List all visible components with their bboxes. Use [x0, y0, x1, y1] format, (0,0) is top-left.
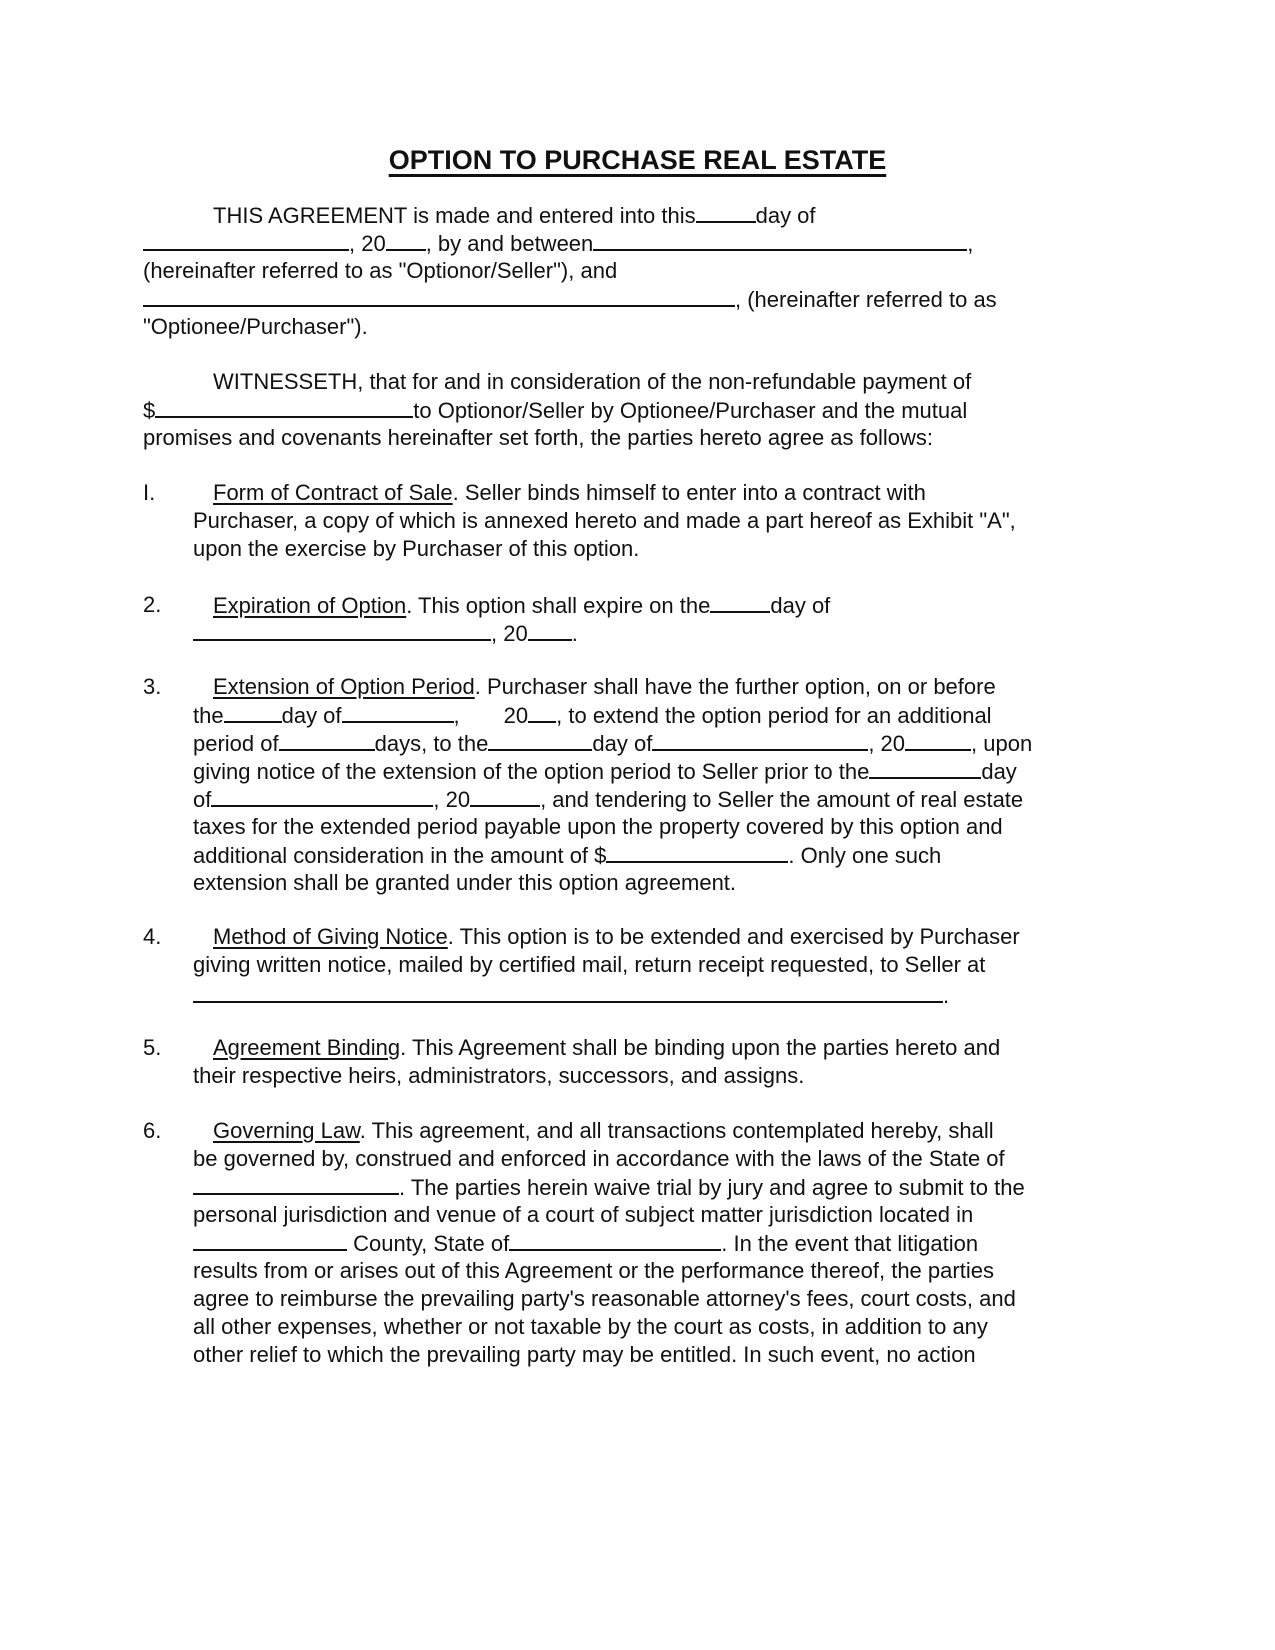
section-3-line-3: period of days, to the day of , 20 , upon: [193, 731, 1033, 756]
document-title: OPTION TO PURCHASE REAL ESTATE: [388, 145, 887, 175]
section-2-line-1: Expiration of Option. This option shall expire on the day of: [213, 593, 831, 618]
purchaser-name-blank[interactable]: [143, 285, 735, 307]
section-6-line-5: County, State of . In the event that litigation: [193, 1229, 978, 1258]
venue-state-blank[interactable]: [509, 1229, 721, 1251]
section-6-line-4: personal jurisdiction and venue of a court of subject matter jurisdiction located in: [193, 1202, 974, 1227]
ext-notice-day-blank[interactable]: [224, 701, 282, 723]
day-blank[interactable]: [696, 201, 756, 223]
ext-prior-year-blank[interactable]: [470, 785, 540, 807]
witnesseth-line-1: WITNESSETH, that for and in consideration of the non-refundable payment of: [213, 369, 972, 394]
payment-amount-blank[interactable]: [155, 396, 413, 418]
section-6-number: 6.: [143, 1118, 162, 1143]
section-2-number: 2.: [143, 592, 162, 617]
section-3-line-7: additional consideration in the amount of $ . Only one such: [193, 843, 942, 868]
section-4-line-2: giving written notice, mailed by certified mail, return receipt requested, to Seller at: [193, 952, 986, 977]
governing-state-blank[interactable]: [193, 1173, 399, 1195]
section-6-heading: Governing Law: [213, 1118, 360, 1143]
intro-line-3: (hereinafter referred to as "Optionor/Seller"), and: [143, 258, 618, 283]
ext-until-month-blank[interactable]: [652, 729, 868, 751]
ext-until-day-blank[interactable]: [488, 729, 592, 751]
section-3-line-5: of , 20 , and tendering to Seller the amount of real estate: [193, 787, 1024, 812]
section-4-number: 4.: [143, 924, 162, 949]
ext-notice-year-blank[interactable]: [528, 701, 556, 723]
month-blank[interactable]: [143, 229, 349, 251]
intro-line-5: "Optionee/Purchaser").: [143, 314, 368, 339]
expiration-year-blank[interactable]: [528, 619, 572, 641]
section-6-line-7: agree to reimburse the prevailing party's reasonable attorney's fees, court costs, and: [193, 1286, 1016, 1311]
county-blank[interactable]: [193, 1229, 347, 1251]
section-1-line-1: Form of Contract of Sale. Seller binds himself to enter into a contract with: [213, 480, 926, 505]
section-3-line-2: the day of , 20 , to extend the option period for an additional: [193, 703, 992, 728]
section-5-number: 5.: [143, 1035, 162, 1060]
witnesseth-line-2: $ to Optionor/Seller by Optionee/Purchaser and the mutual: [143, 398, 968, 423]
additional-consideration-blank[interactable]: [606, 841, 788, 863]
section-6-line-2: be governed by, construed and enforced in accordance with the laws of the State of: [193, 1146, 1005, 1171]
section-4-line-3: .: [193, 981, 949, 1010]
section-6-line-8: all other expenses, whether or not taxable by the court as costs, in addition to any: [193, 1314, 988, 1339]
expiration-month-blank[interactable]: [193, 619, 491, 641]
section-3-line-8: extension shall be granted under this option agreement.: [193, 870, 737, 895]
section-6-line-1: Governing Law. This agreement, and all transactions contemplated hereby, shall: [213, 1118, 994, 1143]
section-6-line-3: . The parties herein waive trial by jury and agree to submit to the: [193, 1173, 1025, 1202]
section-5-line-1: Agreement Binding. This Agreement shall be binding upon the parties hereto and: [213, 1035, 1001, 1060]
section-1-heading: Form of Contract of Sale: [213, 480, 453, 505]
expiration-day-blank[interactable]: [710, 591, 770, 613]
section-5-line-2: their respective heirs, administrators, successors, and assigns.: [193, 1063, 805, 1088]
section-6-line-6: results from or arises out of this Agreement or the performance thereof, the parties: [193, 1258, 994, 1283]
ext-prior-day-blank[interactable]: [869, 757, 981, 779]
section-3-line-1: Extension of Option Period. Purchaser shall have the further option, on or before: [213, 674, 996, 699]
section-6-line-9: other relief to which the prevailing party may be entitled. In such event, no action: [193, 1342, 976, 1367]
ext-period-days-blank[interactable]: [279, 729, 375, 751]
ext-prior-month-blank[interactable]: [211, 785, 433, 807]
ext-notice-month-blank[interactable]: [342, 701, 454, 723]
section-4-line-1: Method of Giving Notice. This option is to be extended and exercised by Purchaser: [213, 924, 1020, 949]
section-3-number: 3.: [143, 674, 162, 699]
section-2-heading: Expiration of Option: [213, 593, 407, 618]
year-blank[interactable]: [386, 229, 426, 251]
section-2-line-2: , 20 .: [193, 619, 578, 648]
section-3-line-4: giving notice of the extension of the option period to Seller prior to the day: [193, 759, 1017, 784]
intro-line-4: , (hereinafter referred to as: [143, 285, 997, 314]
intro-line-1: THIS AGREEMENT is made and entered into this day of: [213, 203, 816, 228]
seller-address-blank[interactable]: [193, 981, 943, 1003]
section-3-heading: Extension of Option Period: [213, 674, 475, 699]
section-5-heading: Agreement Binding: [213, 1035, 401, 1060]
section-1-number: I.: [143, 480, 156, 505]
section-1-line-3: upon the exercise by Purchaser of this option.: [193, 536, 640, 561]
intro-line-2: , 20 , by and between ,: [143, 229, 973, 258]
witnesseth-line-3: promises and covenants hereinafter set forth, the parties hereto agree as follows:: [143, 425, 933, 450]
ext-until-year-blank[interactable]: [905, 729, 971, 751]
seller-name-blank[interactable]: [593, 229, 967, 251]
section-3-line-6: taxes for the extended period payable upon the property covered by this option and: [193, 814, 1003, 839]
section-4-heading: Method of Giving Notice: [213, 924, 448, 949]
section-1-line-2: Purchaser, a copy of which is annexed hereto and made a part hereof as Exhibit "A",: [193, 508, 1016, 533]
